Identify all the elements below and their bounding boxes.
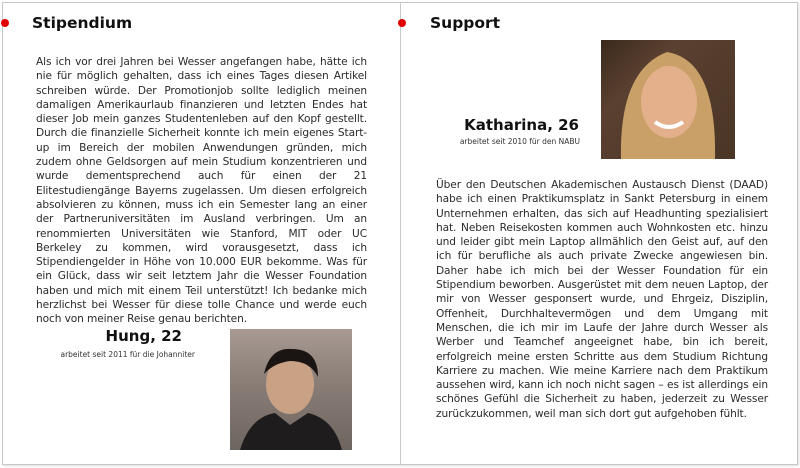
person-name: Hung, 22 bbox=[105, 327, 182, 345]
person-photo bbox=[601, 40, 735, 159]
section-title: Support bbox=[430, 14, 501, 32]
person-subtitle: arbeitet seit 2011 für die Johanniter bbox=[60, 350, 195, 359]
bullet-dot-icon bbox=[398, 19, 406, 27]
article-text: Als ich vor drei Jahren bei Wesser angefangen habe, hätte ich nie für möglich gehalten, dass ich eines Tages diesen Artikel schreiben würde. Der Promotionjob sollte lediglich meinen damaligen Amerikaurlaub finanzieren und letzten Endes hat dieser Job mein ganzes Studentenleben auf den Kopf gestellt. Durch die finanzielle Sicherheit konnte ich mein eigenes Start-up im Bereich der mobilen Anwendungen gründen, mich zudem ohne Geldsorgen auf mein Studium konzentrieren und wurde dementsprechend auch für einen der 21 Elitestudiengänge Bayerns zugelassen. Um diesen erfolgreich absolvieren zu können, muss ich ein Semester lang an einer der Partneruniversitäten im Ausland verbringen. Um an renommierten Universitäten wie Stanford, MIT oder UC Berkeley zu kommen, wird vorausgesetzt, dass ich Stipendiengelder in Höhe von 10.000 EUR bekomme. Was für ein Glück, dass wir seit letztem Jahr die Wesser Foundation haben und mich mit einem Teil unterstützt! Ich bedanke mich herzlichst bei Wesser für diese tolle Chance und werde euch noch von meiner Reise genau berichten. bbox=[36, 56, 367, 326]
column-divider bbox=[400, 2, 401, 464]
bullet-dot-icon bbox=[1, 19, 9, 27]
section-title: Stipendium bbox=[32, 14, 133, 32]
person-subtitle: arbeitet seit 2010 für den NABU bbox=[459, 137, 580, 146]
person-name: Katharina, 26 bbox=[464, 116, 579, 134]
portrait-image bbox=[601, 40, 735, 159]
article-text: Über den Deutschen Akademischen Austausch Dienst (DAAD) habe ich einen Praktikumsplatz in Sankt Petersburg in einem Unternehmen erhalten, das sich auf Headhunting spezialisiert hat. Neben Reisekosten kommen auch Wohnkosten etc. hinzu und leider gibt mein Laptop allmählich den Geist auf, auf den ich für berufliche als auch private Zwecke angewiesen bin. Daher habe ich mich bei der Wesser Foundation für ein Stipendium beworben. Ausgerüstet mit dem neuen Laptop, der mir von Wesser gesponsert wurde, und Ehrgeiz, Disziplin, Offenheit, Durchhaltevermögen und dem Umgang mit Menschen, die ich mir im Laufe der Jahre durch Wesser als Werber und Teamchef angeeignet habe, bin ich bereit, erfolgreich meine ersten Schritte aus dem Studium Richtung Karriere zu machen. Wie meine Karriere nach dem Praktikum aussehen wird, kann ich noch nicht sagen – es ist allerdings ein schönes Gefühl die Sicherheit zu haben, jederzeit zu Wesser zurückzukommen, weil man sich dort gut aufgehoben fühlt. bbox=[436, 179, 768, 420]
person-photo bbox=[230, 329, 352, 450]
portrait-image bbox=[230, 329, 352, 450]
